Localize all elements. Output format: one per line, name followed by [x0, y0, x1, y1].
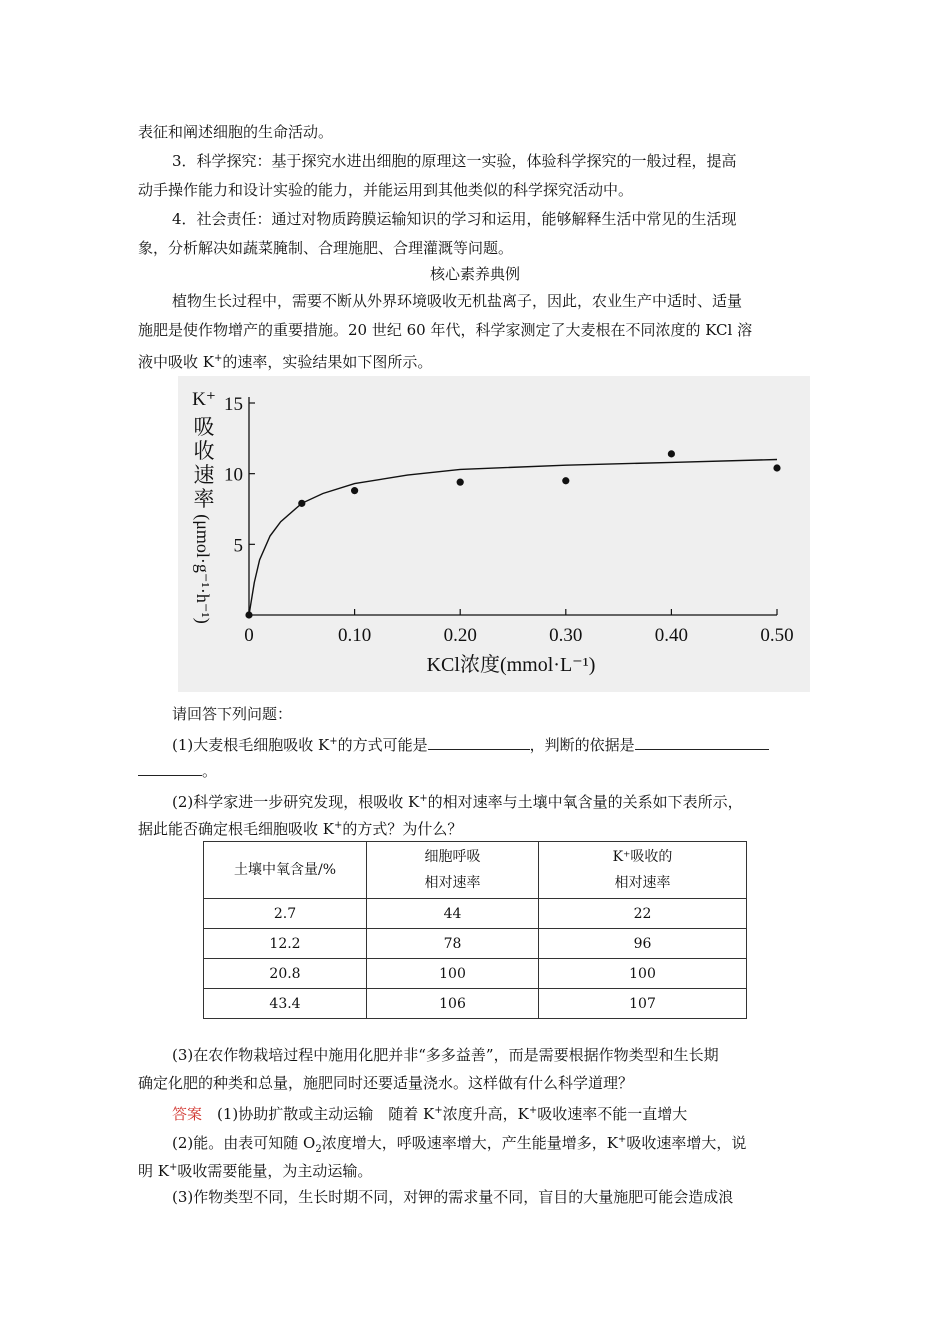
data-point: [351, 487, 358, 494]
data-point: [245, 611, 252, 618]
answer-2-cont: 明 K+吸收需要能量，为主动运输。: [138, 1162, 373, 1180]
fit-curve: [249, 460, 777, 616]
chart-axes: [249, 397, 777, 615]
answer-1: 答案 (1)协助扩散或主动运输 随着 K+浓度升高，K+吸收速率不能一直增大: [172, 1105, 688, 1123]
section-heading: 核心素养典例: [429, 265, 520, 283]
table-cell: 20.8: [204, 959, 367, 989]
x-tick-label: 0.50: [760, 625, 794, 646]
text-line: 象，分析解决如蔬菜腌制、合理施肥、合理灌溉等问题。: [138, 239, 514, 257]
y-axis-label-char: 率: [193, 487, 215, 511]
answer-3: (3)作物类型不同，生长时期不同，对钾的需求量不同，盲目的大量施肥可能会造成浪: [172, 1188, 734, 1206]
figure: [178, 376, 810, 692]
y-tick-label: 15: [224, 394, 243, 415]
data-point: [668, 450, 675, 457]
x-tick-label: 0.10: [337, 625, 372, 646]
data-point: [773, 464, 780, 471]
y-axis-label-top: K⁺: [192, 389, 216, 410]
y-axis-label-char: 吸: [193, 415, 215, 439]
data-point: [298, 500, 305, 507]
table-cell: 43.4: [204, 989, 367, 1019]
x-tick-label: 0: [244, 625, 254, 646]
table-cell: 107: [539, 989, 747, 1019]
text-line: 植物生长过程中，需要不断从外界环境吸收无机盐离子，因此，农业生产中适时、适量: [172, 292, 743, 310]
data-point: [562, 477, 569, 484]
table-cell: 96: [539, 929, 747, 959]
answer-blank[interactable]: [428, 734, 530, 750]
y-tick-label: 5: [233, 535, 243, 557]
table-cell: 78: [367, 929, 539, 959]
answer-blank[interactable]: [635, 734, 769, 750]
data-points-layer: [245, 450, 780, 618]
header-oxygen: 土壤中氧含量/%: [204, 842, 367, 899]
header-respiration: 细胞呼吸 相对速率: [367, 842, 539, 899]
text-line: 施肥是使作物增产的重要措施。20 世纪 60 年代，科学家测定了大麦根在不同浓度的 KCl 溶: [138, 321, 753, 339]
fit-curve-layer: [249, 460, 777, 616]
text-line: 4．社会责任：通过对物质跨膜运输知识的学习和运用，能够解释生活中常见的生活现: [172, 210, 737, 228]
text-line: 动手操作能力和设计实验的能力，并能运用到其他类似的科学探究活动中。: [138, 181, 634, 199]
text-line: 3．科学探究：基于探究水进出细胞的原理这一实验，体验科学探究的一般过程，提高: [172, 152, 737, 170]
y-axis-label-char: 收: [193, 439, 215, 463]
data-point: [457, 479, 464, 486]
question-3: (3)在农作物栽培过程中施用化肥并非“多多益善”，而是需要根据作物类型和生长期: [172, 1046, 719, 1064]
y-axis-unit-label: (μmol·g⁻¹·h⁻¹): [193, 514, 213, 624]
header-k-absorption: K⁺吸收的 相对速率: [539, 842, 747, 899]
answer-label: 答案: [172, 1105, 203, 1123]
chart-labels-layer: [192, 389, 794, 676]
table-header-row: [204, 842, 747, 899]
answer-blank[interactable]: [138, 760, 202, 776]
k-absorption-chart: [178, 376, 810, 692]
table-cell: 100: [539, 959, 747, 989]
question-1-cont: 。: [138, 760, 217, 781]
question-1: (1)大麦根毛细胞吸收 K+的方式可能是 ，判断的依据是: [172, 732, 769, 755]
question-2-cont: 据此能否确定根毛细胞吸收 K+的方式？为什么？: [138, 820, 463, 838]
table-cell: 2.7: [204, 899, 367, 929]
question-intro: 请回答下列问题：: [172, 705, 293, 723]
table-cell: 106: [367, 989, 539, 1019]
table-cell: 12.2: [204, 929, 367, 959]
x-tick-label: 0.20: [443, 625, 477, 646]
x-tick-label: 0.30: [549, 625, 583, 646]
text-line: 液中吸收 K+的速率，实验结果如下图所示。: [138, 353, 433, 371]
table-row: [204, 899, 747, 929]
oxygen-data-table: [203, 841, 747, 1019]
x-tick-label: 0.40: [654, 625, 689, 646]
table-cell: 44: [367, 899, 539, 929]
table-cell: 100: [367, 959, 539, 989]
table-row: [204, 989, 747, 1019]
y-axis-label-char: 速: [193, 463, 215, 487]
table-cell: 22: [539, 899, 747, 929]
table-row: [204, 959, 747, 989]
question-3-cont: 确定化肥的种类和总量，施肥同时还要适量浇水。这样做有什么科学道理？: [138, 1074, 634, 1092]
x-axis-label: KCl浓度(mmol·L⁻¹): [426, 654, 596, 676]
answer-2: (2)能。由表可知随 $O_2$浓度增大，呼吸速率增大，产生能量增多，K+吸收速率增大，说: [172, 1134, 747, 1155]
y-tick-label: 10: [224, 464, 243, 486]
text-line: 表征和阐述细胞的生命活动。: [138, 123, 334, 141]
question-2: (2)科学家进一步研究发现，根吸收 K+的相对速率与土壤中氧含量的关系如下表所示，: [172, 793, 743, 811]
table-row: [204, 929, 747, 959]
